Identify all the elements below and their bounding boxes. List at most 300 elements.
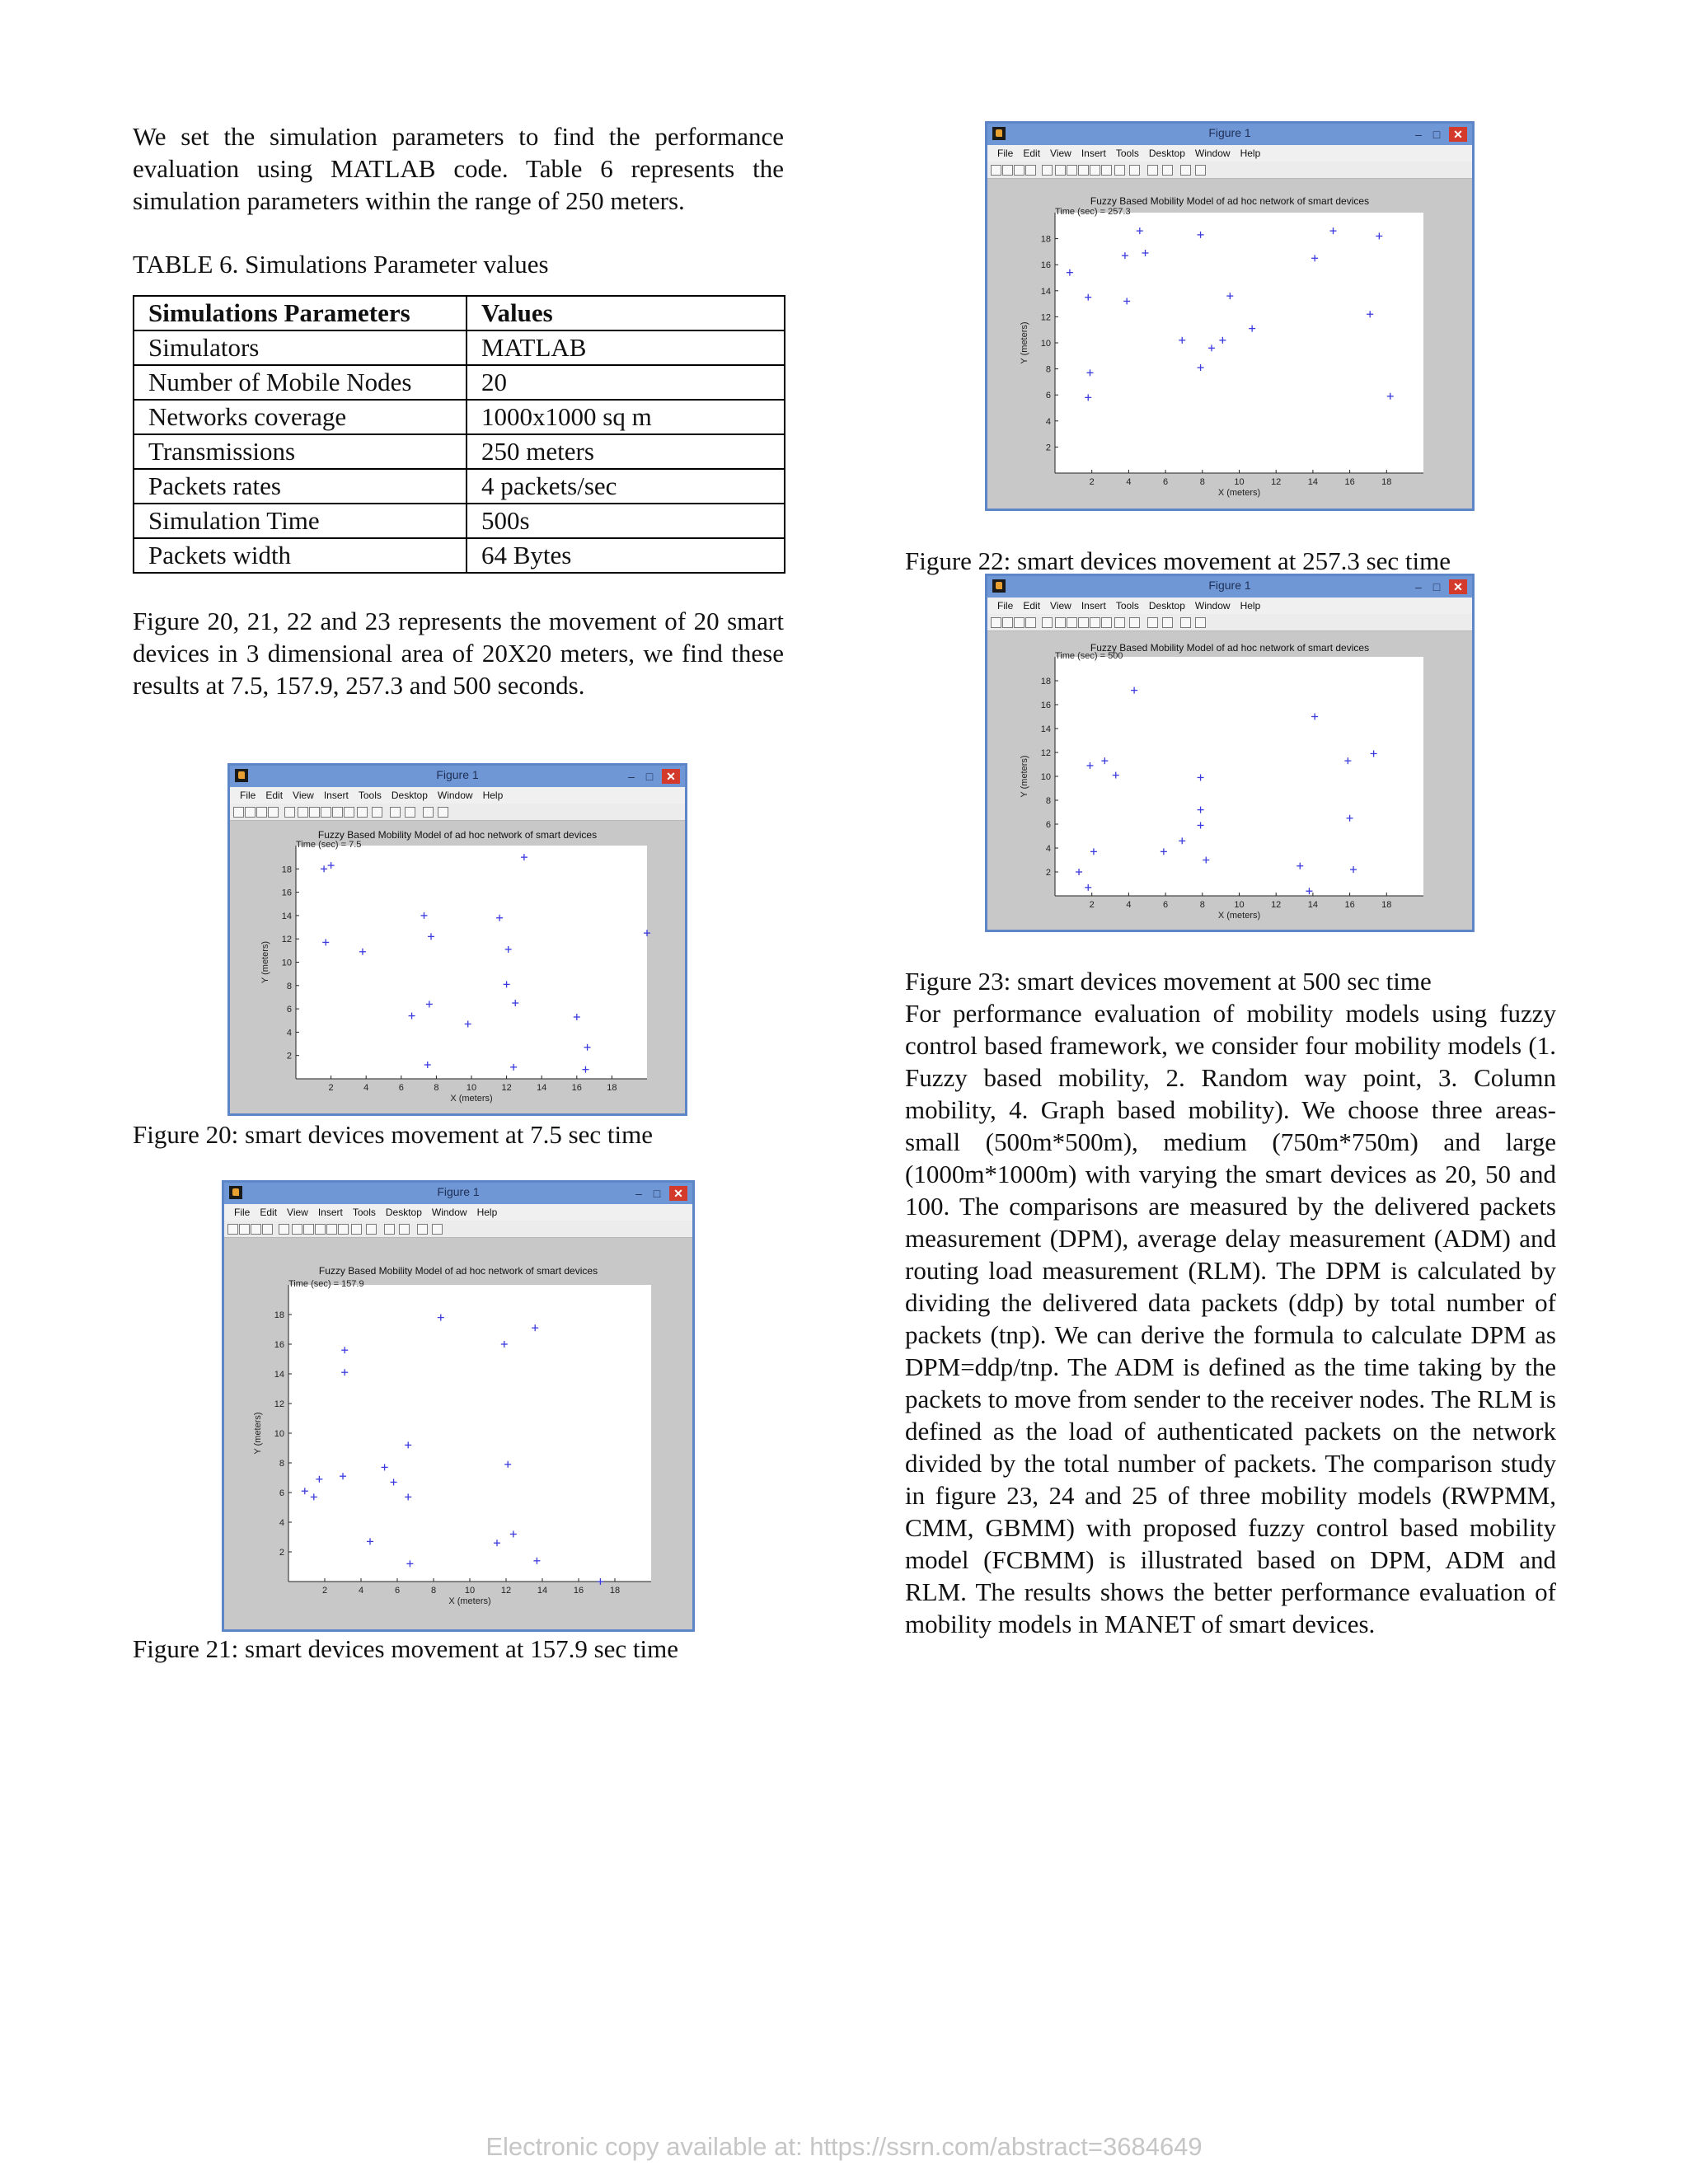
y-tick-label: 2 — [286, 1051, 292, 1062]
y-tick-label: 12 — [281, 935, 292, 945]
menu-item-help[interactable]: Help — [482, 790, 504, 801]
open-file-icon[interactable] — [245, 807, 256, 818]
menu-item-desktop[interactable]: Desktop — [1148, 148, 1185, 159]
open-file-icon[interactable] — [239, 1224, 250, 1235]
menu-item-view[interactable]: View — [287, 1207, 308, 1218]
data-point — [438, 1315, 444, 1321]
menu-item-edit[interactable]: Edit — [260, 1207, 278, 1218]
dock-icon[interactable] — [432, 1224, 443, 1235]
menu-item-edit[interactable]: Edit — [1023, 600, 1041, 612]
table-row — [134, 538, 785, 573]
y-tick-label: 16 — [1040, 260, 1051, 271]
data-point — [1219, 337, 1226, 344]
link-icon[interactable] — [366, 1224, 377, 1235]
table-cell: Number of Mobile Nodes — [134, 365, 467, 400]
menu-item-help[interactable]: Help — [1240, 148, 1261, 159]
x-tick-label: 2 — [321, 1586, 328, 1596]
table-cell: Simulators — [134, 330, 467, 365]
data-point — [1376, 232, 1382, 239]
left-column — [133, 120, 784, 701]
y-tick-label: 4 — [279, 1518, 284, 1528]
x-axis-label: X (meters) — [450, 1094, 493, 1104]
scatter-plot-svg — [987, 124, 1472, 509]
table-cell: MATLAB — [467, 330, 785, 365]
window-controls — [1409, 127, 1467, 142]
data-point — [1329, 227, 1336, 234]
y-tick-label: 2 — [1045, 868, 1051, 878]
matlab-figure-window-20 — [227, 763, 687, 1116]
x-axis-label: X (meters) — [1217, 911, 1261, 921]
y-tick-label: 8 — [279, 1459, 284, 1469]
right-column-body — [905, 997, 1556, 1640]
pan-icon[interactable] — [315, 1224, 326, 1235]
data-point — [1179, 837, 1185, 844]
zoom-in-icon[interactable] — [1055, 165, 1066, 176]
data-point — [1122, 252, 1128, 259]
data-point — [584, 1044, 591, 1051]
figure-toolbar — [987, 162, 1472, 179]
table-cell: Transmissions — [134, 434, 467, 469]
window-titlebar — [987, 124, 1472, 145]
x-tick-label: 14 — [537, 1083, 547, 1093]
legend-icon[interactable] — [1162, 617, 1173, 628]
y-axis-label: Y (meters) — [1020, 321, 1029, 364]
x-tick-label: 12 — [1271, 900, 1282, 910]
x-tick-label: 8 — [430, 1586, 437, 1596]
x-tick-label: 10 — [464, 1586, 476, 1596]
x-tick-label: 8 — [1199, 477, 1205, 487]
y-axis-label: Y (meters) — [253, 1412, 263, 1455]
y-tick-label: 10 — [1040, 772, 1051, 782]
figure-toolbar — [224, 1221, 692, 1238]
menu-item-tools[interactable]: Tools — [1115, 600, 1139, 612]
data-point — [574, 1014, 580, 1020]
table-row — [134, 434, 785, 469]
window-title: Figure 1 — [436, 768, 479, 781]
pan-icon[interactable] — [1078, 165, 1089, 176]
time-label: Time (sec) = 157.9 — [288, 1279, 364, 1289]
close-icon[interactable]: ✕ — [1449, 127, 1467, 142]
colorbar-icon[interactable] — [384, 1224, 395, 1235]
window-titlebar — [224, 1183, 692, 1204]
data-point — [1160, 848, 1167, 855]
time-label: Time (sec) = 500 — [1055, 651, 1123, 661]
x-tick-label: 18 — [607, 1083, 617, 1093]
dock-icon[interactable] — [1195, 165, 1206, 176]
x-axis-label: X (meters) — [448, 1596, 491, 1606]
time-label: Time (sec) = 257.3 — [1055, 207, 1131, 217]
window-title: Figure 1 — [1208, 579, 1251, 592]
data-point — [322, 939, 329, 945]
close-icon[interactable]: ✕ — [662, 769, 680, 784]
brush-icon[interactable] — [1114, 165, 1125, 176]
y-tick-label: 14 — [1040, 286, 1051, 297]
rotate-icon[interactable] — [1090, 617, 1100, 628]
new-file-icon[interactable] — [991, 165, 1001, 176]
data-point — [391, 1479, 397, 1485]
new-file-icon[interactable] — [233, 807, 244, 818]
link-icon[interactable] — [1129, 165, 1140, 176]
brush-icon[interactable] — [357, 807, 368, 818]
data-point — [1076, 869, 1082, 875]
data-point — [367, 1538, 373, 1544]
brush-icon[interactable] — [1114, 617, 1125, 628]
legend-icon[interactable] — [405, 807, 415, 818]
new-file-icon[interactable] — [991, 617, 1001, 628]
window-title: Figure 1 — [437, 1185, 480, 1198]
link-icon[interactable] — [1129, 617, 1140, 628]
data-point — [1208, 344, 1215, 351]
data-point — [1387, 393, 1394, 400]
data-point — [504, 981, 510, 987]
x-tick-label: 14 — [537, 1586, 548, 1596]
print-icon[interactable] — [268, 807, 279, 818]
menu-bar — [230, 787, 685, 804]
maximize-icon[interactable]: □ — [653, 1187, 661, 1200]
menu-item-view[interactable]: View — [1050, 148, 1071, 159]
data-point — [1311, 255, 1318, 261]
hide-tools-icon[interactable] — [1180, 617, 1191, 628]
y-tick-label: 18 — [1040, 234, 1051, 245]
data-point — [1086, 762, 1093, 769]
y-tick-label: 4 — [286, 1028, 292, 1038]
x-tick-label: 10 — [466, 1083, 477, 1093]
minimize-icon[interactable]: – — [1415, 580, 1422, 593]
data-point — [1249, 326, 1255, 332]
data-point — [341, 1347, 348, 1353]
open-file-icon[interactable] — [1002, 617, 1013, 628]
table-title: TABLE 6. Simulations Parameter values — [133, 250, 549, 279]
pan-icon[interactable] — [1078, 617, 1089, 628]
table-cell: 20 — [467, 365, 785, 400]
x-tick-label: 18 — [1381, 477, 1392, 487]
caption-figure-23: Figure 23: smart devices movement at 500 sec time — [905, 967, 1432, 996]
menu-item-file[interactable]: File — [997, 148, 1014, 159]
menu-item-insert[interactable]: Insert — [323, 790, 349, 801]
y-tick-label: 18 — [274, 1310, 284, 1320]
y-tick-label: 2 — [1045, 443, 1051, 453]
y-tick-label: 12 — [1040, 748, 1051, 758]
maximize-icon[interactable]: □ — [1432, 580, 1441, 593]
window-titlebar — [987, 576, 1472, 598]
data-point — [1085, 884, 1091, 891]
data-point — [644, 930, 650, 936]
x-tick-label: 14 — [1307, 900, 1319, 910]
parameters-table — [133, 295, 785, 574]
y-tick-label: 6 — [1045, 391, 1051, 401]
link-icon[interactable] — [372, 807, 382, 818]
data-point — [1137, 227, 1143, 234]
menu-item-edit[interactable]: Edit — [1023, 148, 1041, 159]
pan-icon[interactable] — [321, 807, 331, 818]
data-point — [1101, 757, 1108, 764]
hide-tools-icon[interactable] — [417, 1224, 428, 1235]
chart-title: Fuzzy Based Mobility Model of ad hoc network of smart devices — [318, 1265, 598, 1277]
colorbar-icon[interactable] — [390, 807, 401, 818]
y-tick-label: 14 — [1040, 724, 1051, 734]
menu-item-file[interactable]: File — [997, 600, 1014, 612]
menu-item-insert[interactable]: Insert — [317, 1207, 343, 1218]
data-point — [1067, 269, 1073, 276]
pointer-icon[interactable] — [279, 1224, 289, 1235]
data-point — [582, 1066, 588, 1073]
menu-item-window[interactable]: Window — [1194, 600, 1231, 612]
menu-item-window[interactable]: Window — [437, 790, 473, 801]
data-cursor-icon[interactable] — [1101, 165, 1112, 176]
caption-figure-20: Figure 20: smart devices movement at 7.5 sec time — [133, 1120, 654, 1149]
print-icon[interactable] — [1025, 165, 1036, 176]
colorbar-icon[interactable] — [1147, 617, 1158, 628]
data-point — [406, 1560, 413, 1567]
data-point — [1306, 888, 1312, 894]
data-point — [1367, 311, 1373, 317]
y-axis-label: Y (meters) — [260, 940, 270, 984]
x-tick-label: 16 — [573, 1586, 584, 1596]
menu-item-tools[interactable]: Tools — [358, 790, 382, 801]
y-tick-label: 4 — [1045, 844, 1051, 854]
x-tick-label: 6 — [1163, 477, 1169, 487]
data-point — [359, 949, 366, 955]
colorbar-icon[interactable] — [1147, 165, 1158, 176]
zoom-out-icon[interactable] — [303, 1224, 314, 1235]
print-icon[interactable] — [262, 1224, 273, 1235]
data-point — [1142, 250, 1149, 256]
y-tick-label: 6 — [286, 1005, 292, 1015]
new-file-icon[interactable] — [227, 1224, 238, 1235]
y-tick-label: 10 — [281, 958, 292, 968]
y-tick-label: 2 — [279, 1548, 284, 1558]
dock-icon[interactable] — [438, 807, 448, 818]
minimize-icon[interactable]: – — [628, 770, 635, 783]
y-tick-label: 12 — [274, 1399, 284, 1409]
menu-item-file[interactable]: File — [240, 790, 256, 801]
menu-item-desktop[interactable]: Desktop — [391, 790, 428, 801]
y-tick-label: 4 — [1045, 416, 1051, 427]
table-row — [134, 365, 785, 400]
data-cursor-icon[interactable] — [344, 807, 354, 818]
data-point — [321, 865, 327, 872]
menu-item-desktop[interactable]: Desktop — [1148, 600, 1185, 612]
hide-tools-icon[interactable] — [423, 807, 434, 818]
x-tick-label: 6 — [394, 1586, 401, 1596]
figure-intro-paragraph: Figure 20, 21, 22 and 23 represents the movement of 20 smart devices in 3 dimensional area of 20X20 meters, we find these results at 7.5, 157.9, 257.3 and 500 seconds. — [133, 607, 784, 700]
menu-item-window[interactable]: Window — [1194, 148, 1231, 159]
maximize-icon[interactable]: □ — [1432, 128, 1441, 141]
menu-item-window[interactable]: Window — [431, 1207, 467, 1218]
table-cell: Networks coverage — [134, 400, 467, 434]
rotate-icon[interactable] — [326, 1224, 337, 1235]
data-point — [1085, 394, 1091, 401]
y-tick-label: 10 — [274, 1429, 284, 1439]
data-point — [341, 1369, 348, 1376]
menu-item-help[interactable]: Help — [476, 1207, 498, 1218]
data-point — [465, 1020, 471, 1027]
data-point — [1296, 863, 1303, 869]
data-point — [512, 1000, 518, 1006]
menu-item-view[interactable]: View — [293, 790, 314, 801]
table-cell: Packets width — [134, 538, 467, 573]
matlab-figure-window-21 — [222, 1180, 695, 1632]
legend-icon[interactable] — [1162, 165, 1173, 176]
data-point — [496, 915, 503, 921]
zoom-out-icon[interactable] — [309, 807, 320, 818]
data-point — [409, 1013, 415, 1019]
data-point — [521, 854, 528, 860]
y-tick-label: 16 — [281, 888, 292, 898]
data-point — [405, 1441, 411, 1448]
data-point — [1113, 772, 1119, 779]
data-point — [424, 1062, 431, 1068]
data-cursor-icon[interactable] — [338, 1224, 349, 1235]
brush-icon[interactable] — [351, 1224, 362, 1235]
table-cell: 500s — [467, 504, 785, 538]
data-point — [1131, 687, 1137, 694]
zoom-out-icon[interactable] — [1067, 617, 1077, 628]
data-point — [426, 1001, 433, 1007]
window-controls — [630, 1186, 687, 1201]
table-row — [134, 469, 785, 504]
data-point — [505, 946, 512, 953]
minimize-icon[interactable]: – — [635, 1187, 642, 1200]
data-point — [1198, 774, 1204, 780]
pointer-icon[interactable] — [1042, 165, 1053, 176]
y-tick-label: 16 — [1040, 701, 1051, 710]
y-tick-label: 8 — [286, 981, 292, 991]
zoom-in-icon[interactable] — [298, 807, 308, 818]
matlab-figure-window-23 — [985, 574, 1475, 932]
close-icon[interactable]: ✕ — [1449, 579, 1467, 594]
minimize-icon[interactable]: – — [1415, 128, 1422, 141]
data-point — [494, 1540, 500, 1546]
figure-toolbar — [230, 804, 685, 821]
menu-bar — [987, 598, 1472, 614]
menu-item-edit[interactable]: Edit — [265, 790, 284, 801]
data-point — [428, 933, 434, 940]
table-row — [134, 504, 785, 538]
menu-item-tools[interactable]: Tools — [1115, 148, 1139, 159]
save-icon[interactable] — [1014, 617, 1025, 628]
x-tick-label: 14 — [1307, 477, 1319, 487]
pointer-icon[interactable] — [1042, 617, 1053, 628]
save-icon[interactable] — [256, 807, 267, 818]
x-tick-label: 2 — [328, 1083, 334, 1093]
y-tick-label: 14 — [281, 911, 292, 921]
rotate-icon[interactable] — [1090, 165, 1100, 176]
window-titlebar — [230, 766, 685, 787]
save-icon[interactable] — [1014, 165, 1025, 176]
table-cell: Packets rates — [134, 469, 467, 504]
x-tick-label: 16 — [571, 1083, 582, 1093]
rotate-icon[interactable] — [332, 807, 343, 818]
body-paragraph: For performance evaluation of mobility models using fuzzy control based framework, we consider four mobility models (1. Fuzzy based mobility, 2. Random way point, 3. Column mobility, 4. Graph based mobility). We choose three areas- small (500m*500m), medium (750m*750m) and large (1000m*1000m) with varying the smart devices as 20, 50 and 100. The comparisons are measured by the delivered packets measurement (DPM), average delay measurement (ADM) and routing load measurement (RLM). The DPM is calculated by dividing the delivered data packets (ddp) by total number of packets (tnp). We can derive the formula to calculate DPM as DPM=ddp/tnp. The ADM is defined as the time taking by the packets to move from sender to the receiver nodes. The RLM is defined as the load of authenticated packets on the network divided by the total number of packets. The comparison study in figure 23, 24 and 25 of three mobility models (RWPMM, CMM, GBMM) with proposed fuzzy control based mobility model (FCBMM) is illustrated based on DPM, ADM and RLM. The results shows the better performance evaluation of mobility models in MANET of smart devices. — [905, 999, 1556, 1638]
maximize-icon[interactable]: □ — [645, 770, 654, 783]
menu-item-insert[interactable]: Insert — [1081, 600, 1106, 612]
x-tick-label: 8 — [1199, 900, 1205, 910]
x-tick-label: 12 — [1271, 477, 1282, 487]
ssrn-footer: Electronic copy available at: https://ssrn.com/abstract=3684649 — [485, 2132, 1203, 2161]
data-point — [504, 1461, 511, 1468]
x-axis-label: X (meters) — [1217, 488, 1261, 498]
data-point — [501, 1341, 508, 1347]
pointer-icon[interactable] — [284, 807, 295, 818]
table-cell: 250 meters — [467, 434, 785, 469]
y-tick-label: 6 — [1045, 820, 1051, 830]
x-tick-label: 10 — [1234, 900, 1245, 910]
data-point — [1347, 815, 1353, 822]
menu-bar — [224, 1204, 692, 1221]
menu-item-view[interactable]: View — [1050, 600, 1071, 612]
x-tick-label: 16 — [1344, 477, 1355, 487]
window-controls — [1409, 579, 1467, 594]
x-tick-label: 12 — [501, 1083, 512, 1093]
data-point — [1198, 807, 1204, 813]
data-point — [1350, 866, 1357, 873]
data-point — [316, 1476, 322, 1483]
data-point — [1344, 757, 1351, 764]
y-tick-label: 6 — [279, 1488, 284, 1498]
data-point — [340, 1473, 346, 1479]
window-title: Figure 1 — [1208, 126, 1251, 139]
scatter-plot-svg — [224, 1183, 692, 1629]
data-cursor-icon[interactable] — [1101, 617, 1112, 628]
table-cell: 4 packets/sec — [467, 469, 785, 504]
zoom-out-icon[interactable] — [1067, 165, 1077, 176]
hide-tools-icon[interactable] — [1180, 165, 1191, 176]
data-point — [1311, 714, 1318, 720]
caption-figure-21: Figure 21: smart devices movement at 157.9 sec time — [133, 1634, 679, 1663]
data-point — [1123, 298, 1130, 304]
save-icon[interactable] — [251, 1224, 261, 1235]
menu-item-file[interactable]: File — [234, 1207, 251, 1218]
time-label: Time (sec) = 7.5 — [296, 840, 362, 850]
y-tick-label: 18 — [1040, 677, 1051, 687]
y-tick-label: 16 — [274, 1340, 284, 1350]
close-icon[interactable]: ✕ — [669, 1186, 687, 1201]
open-file-icon[interactable] — [1002, 165, 1013, 176]
data-point — [420, 912, 427, 919]
menu-item-tools[interactable]: Tools — [352, 1207, 376, 1218]
matlab-figure-window-22 — [985, 121, 1475, 511]
data-point — [1203, 857, 1209, 864]
x-tick-label: 10 — [1234, 477, 1245, 487]
menu-item-help[interactable]: Help — [1240, 600, 1261, 612]
table-row — [134, 400, 785, 434]
x-tick-label: 6 — [1163, 900, 1169, 910]
table-row — [134, 330, 785, 365]
y-tick-label: 12 — [1040, 312, 1051, 323]
x-tick-label: 16 — [1344, 900, 1355, 910]
zoom-in-icon[interactable] — [1055, 617, 1066, 628]
legend-icon[interactable] — [399, 1224, 410, 1235]
caption-figure-22: Figure 22: smart devices movement at 257.3 sec time — [905, 546, 1451, 575]
y-tick-label: 8 — [1045, 364, 1051, 375]
zoom-in-icon[interactable] — [292, 1224, 302, 1235]
dock-icon[interactable] — [1195, 617, 1206, 628]
data-point — [1086, 369, 1093, 376]
print-icon[interactable] — [1025, 617, 1036, 628]
intro-paragraph: We set the simulation parameters to find the performance evaluation using MATLAB code. Table 6 represents the simulation parameters within the range of 250 meters. — [133, 122, 784, 215]
data-point — [405, 1493, 411, 1500]
y-tick-label: 8 — [1045, 796, 1051, 806]
menu-item-insert[interactable]: Insert — [1081, 148, 1106, 159]
data-point — [1198, 822, 1204, 828]
x-tick-label: 8 — [434, 1083, 439, 1093]
data-point — [1371, 750, 1377, 757]
data-point — [1179, 337, 1185, 344]
x-tick-label: 4 — [358, 1586, 364, 1596]
menu-item-desktop[interactable]: Desktop — [385, 1207, 422, 1218]
x-tick-label: 2 — [1089, 900, 1095, 910]
